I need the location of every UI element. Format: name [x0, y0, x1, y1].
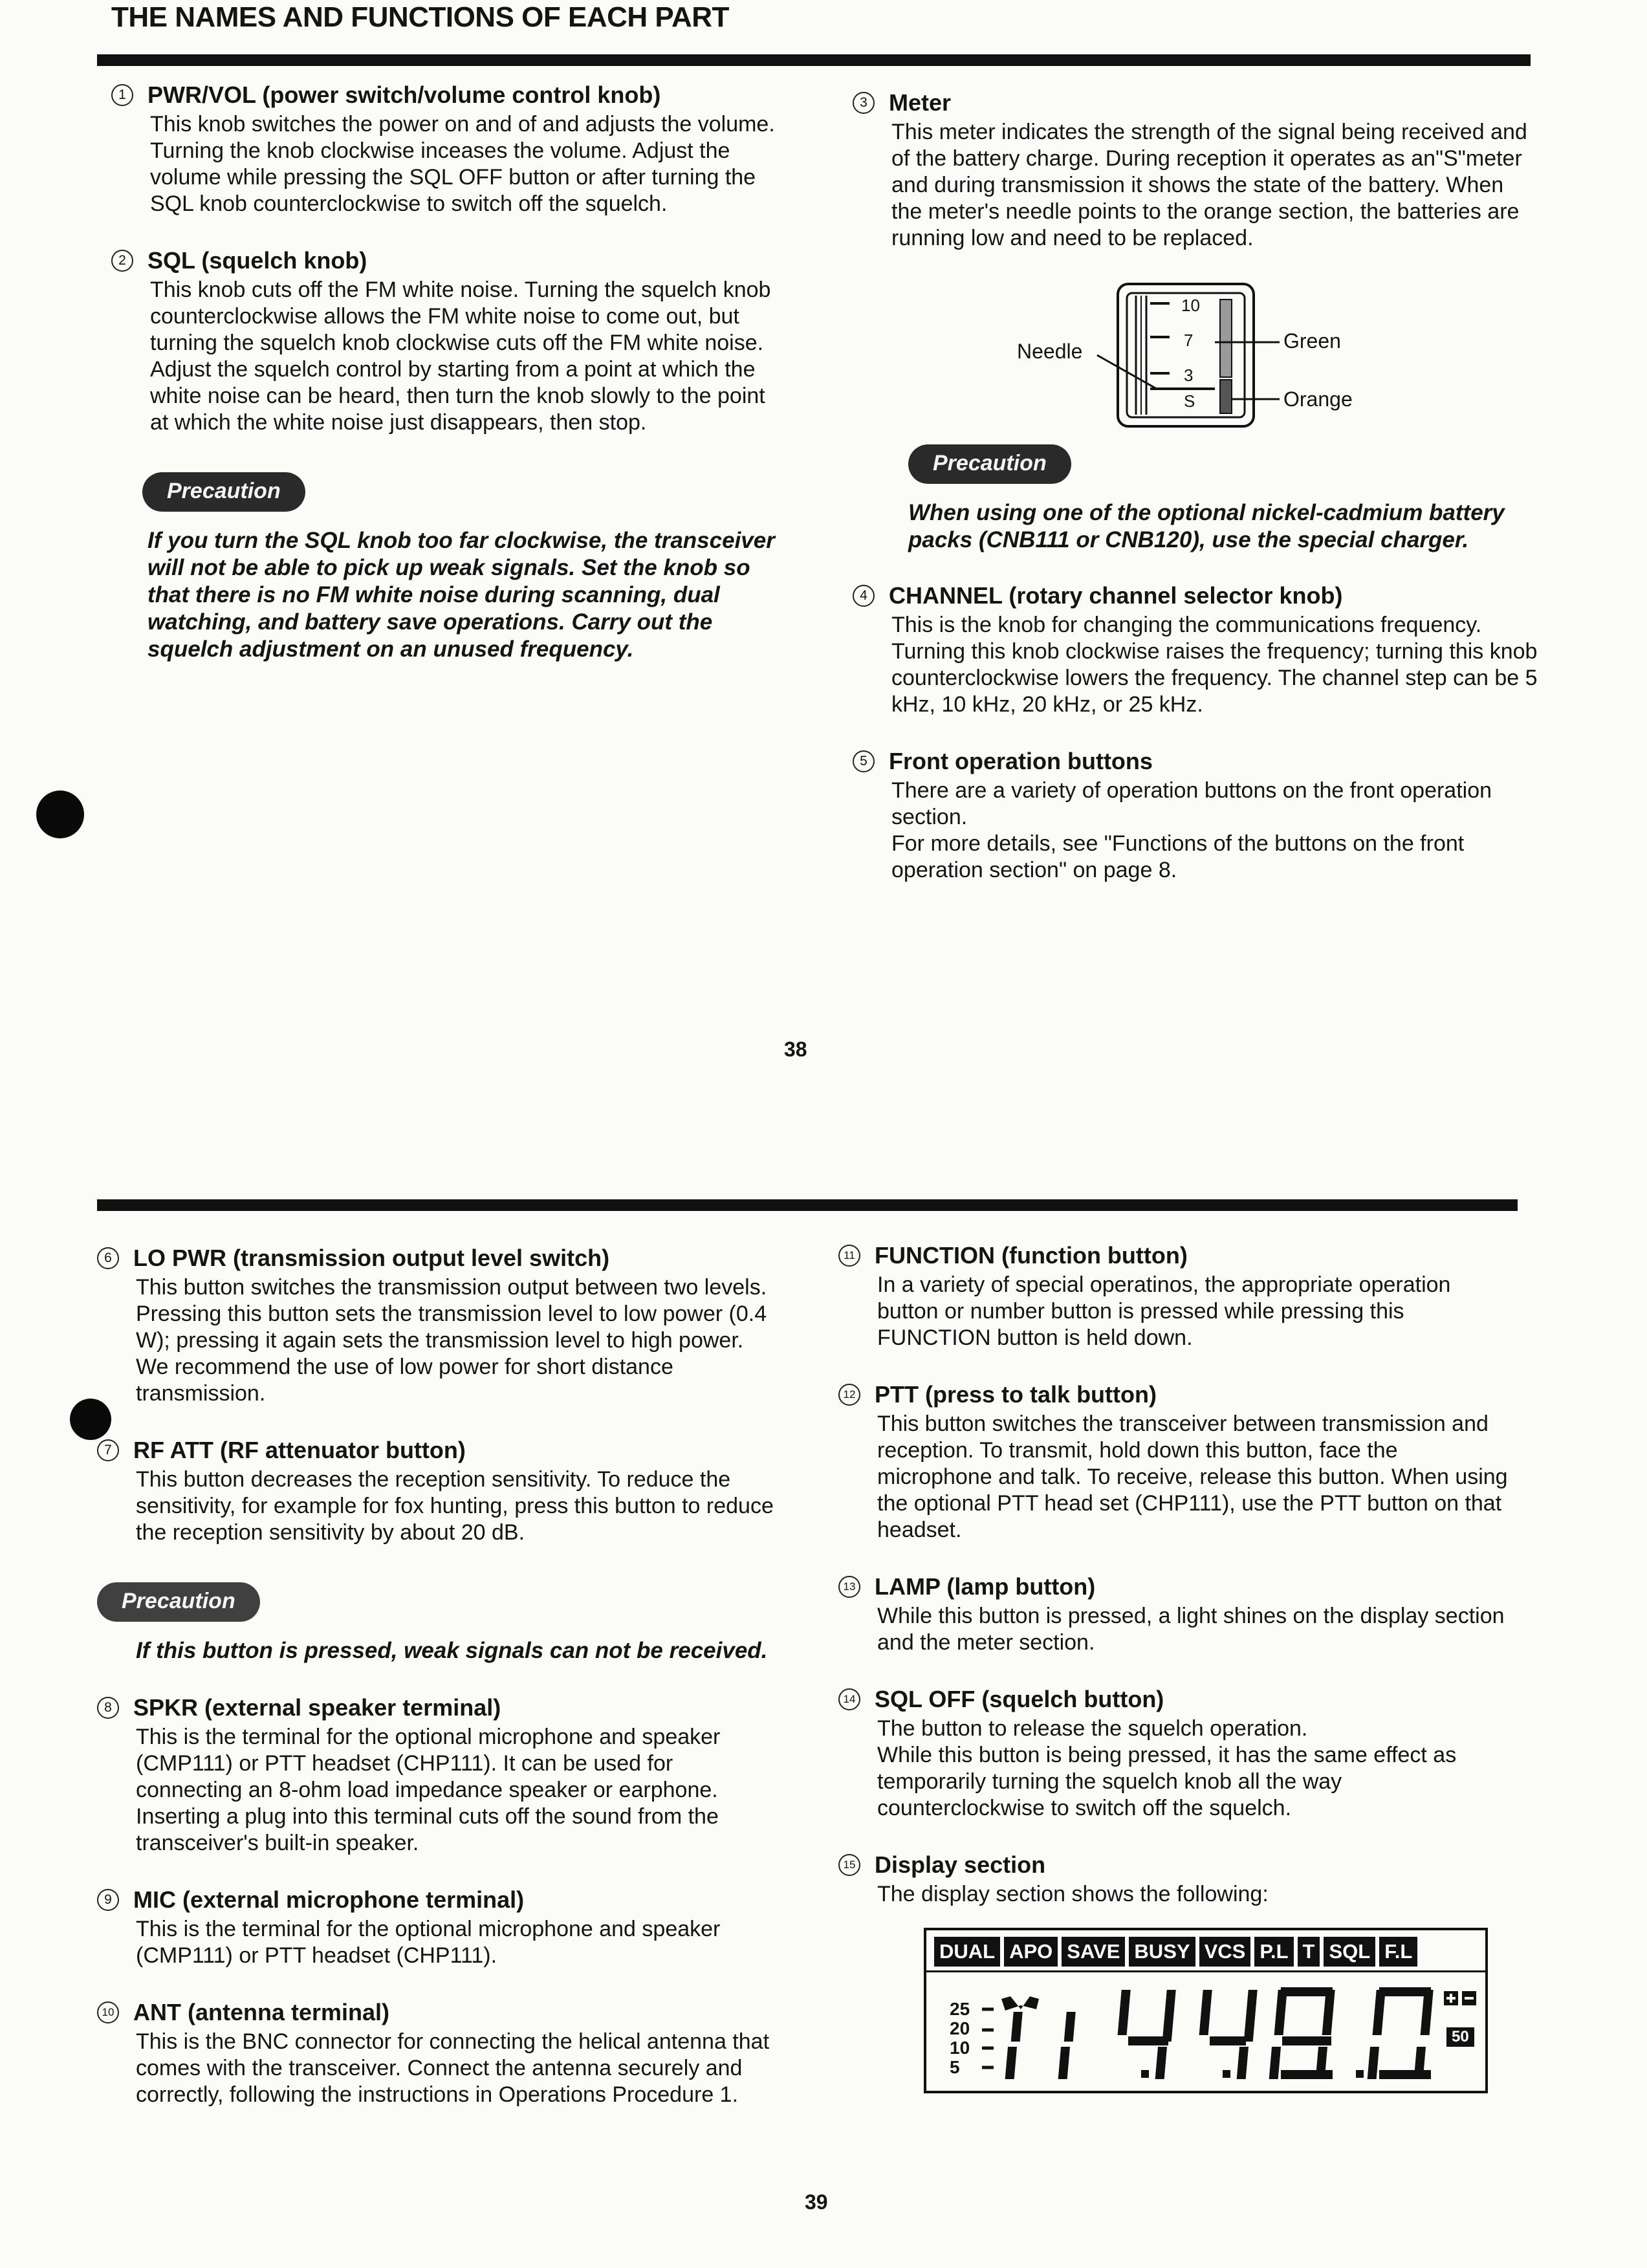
item-number: 2 — [111, 250, 133, 272]
item-lamp — [838, 1573, 1514, 1656]
meter-scale-10: 10 — [1181, 296, 1200, 315]
precaution-badge: Precaution — [97, 1582, 260, 1622]
item-body: This button switches the transceiver between transmission and reception. To transmit, hold down this button, face the microphone and talk. To receive, release this button. When using the optional PTT head set (CHP111), use the PTT button on that headset. — [877, 1412, 1508, 1542]
item-number: 1 — [111, 84, 133, 106]
lcd-tag-busy: BUSY — [1129, 1937, 1195, 1967]
page38-left-column — [111, 82, 784, 663]
item-body: This meter indicates the strength of the signal being received and of the battery charge. During reception it operates as an"S"meter and during transmission it shows the state of the battery. When the meter's needle points to the orange section, the batteries are running low and need to be replaced. — [891, 120, 1527, 250]
meter-scale-3: 3 — [1184, 365, 1194, 385]
item-pwr-vol — [111, 82, 784, 217]
item-heading: LO PWR (transmission output level switch) — [133, 1245, 610, 1271]
item-ant — [97, 1999, 778, 2108]
orange-label: Orange — [1283, 387, 1353, 411]
precaution-text: If this button is pressed, weak signals can not be received. — [136, 1638, 768, 1663]
lcd-scale-10: 10 — [950, 2038, 970, 2058]
item-mic — [97, 1886, 778, 1969]
item-channel — [853, 582, 1538, 718]
item-number: 6 — [97, 1247, 119, 1269]
item-number: 8 — [97, 1697, 119, 1719]
page39-right-column — [838, 1242, 1514, 1937]
item-rf-att — [97, 1437, 778, 1546]
meter-scale-7: 7 — [1184, 331, 1194, 350]
lcd-scale-5: 5 — [950, 2057, 960, 2077]
item-number: 14 — [838, 1688, 860, 1710]
item-heading: MIC (external microphone terminal) — [133, 1886, 525, 1913]
lcd-tag-t: T — [1298, 1937, 1320, 1967]
item-body: This button switches the transmission output between two levels. Pressing this button sets the transmission level to low power (0.4 W); pressing it again sets the transmission level to high power. We recommend the use of low power for short distance transmission. — [136, 1275, 767, 1406]
item-heading: PTT (press to talk button) — [875, 1381, 1157, 1408]
item-body: This is the terminal for the optional microphone and speaker (CMP111) or PTT headset (CHP111). — [136, 1917, 721, 1968]
precaution-badge: Precaution — [142, 472, 305, 512]
item-body: This is the knob for changing the communications frequency. Turning this knob clockwise raises the frequency; turning this knob counterclockwise lowers the frequency. The channel step can be 5 kHz, 10 kHz, 20 kHz, or 25 kHz. — [891, 613, 1538, 717]
item-number: 9 — [97, 1889, 119, 1911]
item-number: 7 — [97, 1439, 119, 1461]
lcd-divider — [926, 1970, 1485, 1972]
item-heading: Display section — [875, 1851, 1046, 1878]
item-heading: Meter — [889, 89, 952, 116]
item-heading: RF ATT (RF attenuator button) — [133, 1437, 466, 1463]
item-heading: SQL OFF (squelch button) — [875, 1686, 1164, 1712]
item-body: The display section shows the following: — [877, 1882, 1269, 1906]
item-number: 13 — [838, 1576, 860, 1598]
lcd-badge-50: 50 — [1446, 2027, 1474, 2047]
item-number: 10 — [97, 2001, 119, 2023]
page39-rule — [97, 1199, 1518, 1211]
needle-label: Needle — [1017, 340, 1083, 363]
item-number: 15 — [838, 1854, 860, 1876]
lcd-tag-apo: APO — [1004, 1937, 1058, 1967]
item-body-2: Inserting a plug into this terminal cuts off the sound from the transceiver's built-in speaker. — [136, 1804, 719, 1855]
item-body: This is the BNC connector for connecting the helical antenna that comes with the transceiver. Connect the antenna securely and correctly, following the instructions in Operations Procedure 1. — [136, 2029, 770, 2107]
page-number-39: 39 — [805, 2190, 828, 2214]
item-heading: CHANNEL (rotary channel selector knob) — [889, 582, 1343, 609]
precaution-text: If you turn the SQL knob too far clockwise, the transceiver will not be able to pick up weak signals. Set the knob so that there is no FM white noise during scanning, dual watching, and battery save operations. Carry out the squelch adjustment on an unused frequency. — [147, 528, 775, 662]
lcd-indicator-row — [934, 1937, 1417, 1967]
item-body: The button to release the squelch operation. — [877, 1716, 1308, 1741]
precaution-badge: Precaution — [908, 444, 1071, 484]
item-front-buttons — [853, 748, 1538, 884]
item-body: In a variety of special operatinos, the appropriate operation button or number button is pressed while pressing this FUNCTION button is held down. — [877, 1272, 1451, 1350]
item-heading: Front operation buttons — [889, 748, 1153, 774]
item-ptt — [838, 1381, 1514, 1543]
item-number: 4 — [853, 585, 875, 607]
lcd-display-diagram — [924, 1928, 1488, 2093]
header-rule — [97, 54, 1531, 66]
item-heading: FUNCTION (function button) — [875, 1242, 1188, 1269]
lcd-tag-fl: F.L — [1379, 1937, 1417, 1967]
item-body: There are a variety of operation buttons on the front operation section. — [891, 778, 1492, 829]
page38-right-column — [853, 89, 1538, 913]
page-title: THE NAMES AND FUNCTIONS OF EACH PART — [111, 1, 729, 33]
lcd-tag-save: SAVE — [1062, 1937, 1125, 1967]
item-body-2: While this button is being pressed, it has the same effect as temporarily turning the squelch knob all the way counterclockwise to switch off the squelch. — [877, 1743, 1457, 1820]
item-heading: PWR/VOL (power switch/volume control knob) — [147, 82, 661, 108]
item-heading: SPKR (external speaker terminal) — [133, 1694, 501, 1721]
page39-left-column — [97, 1245, 778, 2138]
item-sql — [111, 247, 784, 436]
item-function — [838, 1242, 1514, 1351]
item-heading: SQL (squelch knob) — [147, 247, 367, 274]
meter-diagram — [853, 278, 1538, 491]
item-body: This is the terminal for the optional microphone and speaker (CMP111) or PTT headset (CHP111). It can be used for connecting an 8-ohm load impedance speaker or earphone. — [136, 1725, 721, 1802]
page-number-38: 38 — [784, 1038, 807, 1061]
punch-hole — [36, 791, 84, 838]
item-body: While this button is pressed, a light shines on the display section and the meter section. — [877, 1604, 1505, 1655]
precaution-text: When using one of the optional nickel-cadmium battery packs (CNB111 or CNB120), use the special charger. — [908, 500, 1505, 552]
item-heading: ANT (antenna terminal) — [133, 1999, 390, 2025]
lcd-tag-pl: P.L — [1254, 1937, 1293, 1967]
item-body: This knob cuts off the FM white noise. Turning the squelch knob counterclockwise allows the FM white noise to come out, but turning the squelch knob clockwise cuts off the FM white noise. Adjust the squelch control by starting from a point at which the white noise can be heard, then turn the knob slowly to the point at which the white noise just disappears, then stop. — [150, 278, 771, 435]
lcd-tag-vcs: VCS — [1199, 1937, 1251, 1967]
item-heading: LAMP (lamp button) — [875, 1573, 1096, 1600]
meter-scale-s: S — [1184, 391, 1195, 411]
item-body: This button decreases the reception sensitivity. To reduce the sensitivity, for example for fox hunting, press this button to reduce the reception sensitivity by about 20 dB. — [136, 1467, 774, 1545]
item-spkr — [97, 1694, 778, 1857]
item-body: This knob switches the power on and of and adjusts the volume. Turning the knob clockwise inceases the volume. Adjust the volume while pressing the SQL OFF button or after turning the SQL knob counterclockwise to switch off the squelch. — [150, 112, 775, 216]
item-number: 5 — [853, 750, 875, 772]
item-display — [838, 1851, 1514, 1908]
lcd-segment-digits — [926, 1973, 1485, 2089]
lcd-tag-sql: SQL — [1324, 1937, 1375, 1967]
green-label: Green — [1283, 329, 1341, 353]
item-sql-off — [838, 1686, 1514, 1822]
item-number: 3 — [853, 92, 875, 114]
item-lo-pwr — [97, 1245, 778, 1407]
lcd-scale-20: 20 — [950, 2018, 970, 2038]
item-number: 12 — [838, 1384, 860, 1406]
item-number: 11 — [838, 1245, 860, 1267]
item-meter — [853, 89, 1538, 252]
lcd-scale-25: 25 — [950, 1999, 970, 2019]
item-body-2: For more details, see "Functions of the buttons on the front operation section" on page 8. — [891, 831, 1465, 882]
lcd-tag-dual: DUAL — [934, 1937, 1000, 1967]
